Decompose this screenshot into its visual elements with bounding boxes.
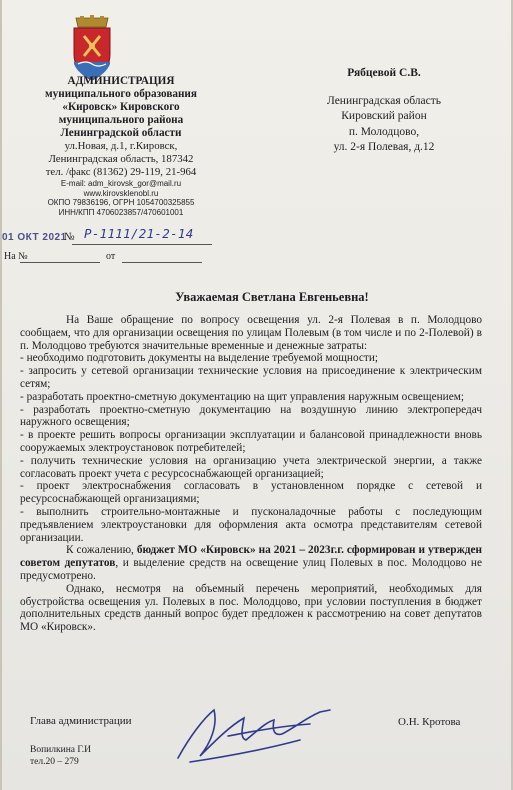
list-item: - в проекте решить вопросы организации эксплуатации и балансовой принадлежности вновь сооружаемых электроустановок потребителей; (20, 429, 482, 454)
org-address: ул.Новая, д.1, г.Кировск, (64, 140, 178, 152)
number-underline (72, 244, 212, 245)
org-phone: тел. /факс (81362) 29-119, 21-964 (45, 166, 197, 178)
recipient-name: Рябцевой С.В. (347, 67, 421, 79)
ref-from-underline (122, 262, 202, 263)
ref-no-underline (20, 262, 100, 263)
paragraph (20, 544, 482, 582)
paragraph-bold-text: бюджет МО «Кировск» на 2021 – 2023г.г. сформирован и утвержден советом депутатов (20, 544, 482, 570)
recipient-line: Кировский район (341, 110, 427, 122)
org-address: Ленинградская область, 187342 (48, 153, 194, 165)
greeting: Уважаемая Светлана Евгеньевна! (175, 290, 369, 304)
sender-block (16, 75, 226, 217)
list-item: - разработать проектно-сметную документацию на воздушную линию электропередач наружного освещения; (20, 403, 482, 429)
ref-no-label: На № (4, 251, 28, 262)
recipient-line: Ленинградская область (326, 94, 442, 107)
org-line: Ленинградской области (60, 127, 182, 139)
date-stamp: 01 ОКТ 2021 (2, 232, 67, 243)
letter-body (20, 314, 482, 634)
org-okpo: ОКПО 79836196, ОГРН 1054700325855 (47, 198, 195, 208)
signer-role: Глава администрации (30, 715, 132, 727)
outgoing-number (2, 226, 232, 247)
list-item: - выполнить строительно-монтажные и пусконаладочные работы с последующим предъявлением электроустановки для оформления акта осмотра представителям сетевой организации. (20, 505, 482, 544)
paragraph-text: , и выделение средств на освещение улиц Полевых в пос. Молодцово не предусмотрено. (20, 557, 482, 582)
list-item: - получить технические условия на организацию учета электрической энергии, а также согласовать проект учета с ресурсоснабжающей организацией; (20, 454, 482, 480)
number-label: № (64, 231, 75, 243)
performer-name: Вопилкина Г.И (30, 745, 92, 755)
performer-phone: тел.20 – 279 (30, 757, 79, 767)
recipient-line: п. Молодцово, (348, 125, 420, 138)
org-email: E-mail: adm_kirovsk_gor@mail.ru (60, 179, 182, 188)
paragraph: На Ваше обращение по вопросу освещения ул. 2-я Полевая в п. Молодцово сообщаем, что для организации освещения по улицам Полевым (в том числе и по 2-Полевой) в п. Молодцово требуются значительные временные и денежные затраты: (20, 314, 482, 352)
org-title: АДМИНИСТРАЦИЯ (67, 75, 175, 87)
ref-from-label: от (106, 251, 116, 262)
coat-of-arms-icon (64, 14, 120, 84)
handwritten-signature (170, 696, 340, 768)
reference-line (2, 251, 242, 267)
recipient-line: ул. 2-я Полевая, д.12 (333, 141, 435, 153)
recipient-block (264, 66, 504, 156)
org-line: муниципального образования (45, 88, 197, 100)
signer-name: О.Н. Кротова (398, 716, 461, 728)
org-line: «Кировск» Кировского (62, 101, 180, 113)
list-item: - необходимо подготовить документы на выделение требуемой мощности; (20, 352, 379, 365)
performer-block (30, 744, 91, 768)
paragraph-text: К сожалению, (66, 544, 137, 557)
list-item: - разработать проектно-сметную документацию на щит управления наружным освещением; (20, 390, 465, 403)
letter-sheet (2, 0, 511, 790)
org-inn: ИНН/КПП 4706023857/470601001 (58, 207, 184, 217)
paragraph: Однако, несмотря на объемный перечень мероприятий, необходимых для обустройства освещения ул. Полевых в пос. Молодцово, при условии поступления в бюджет дополнительных средств данный вопрос будет предложен к рассмотрению на совет депутатов МО «Кировск». (20, 582, 482, 634)
list-item: - проект электроснабжения согласовать в установленном порядке с сетевой и ресурсоснабжающей организациями; (20, 480, 482, 506)
list-item: - запросить у сетевой организации технические условия на присоединение к электрическим сетям; (20, 365, 482, 390)
handwritten-number: Р-1111/21-2-14 (84, 226, 194, 241)
org-website: www.kirovsklenobl.ru (83, 188, 159, 198)
org-line: муниципального района (58, 114, 184, 126)
